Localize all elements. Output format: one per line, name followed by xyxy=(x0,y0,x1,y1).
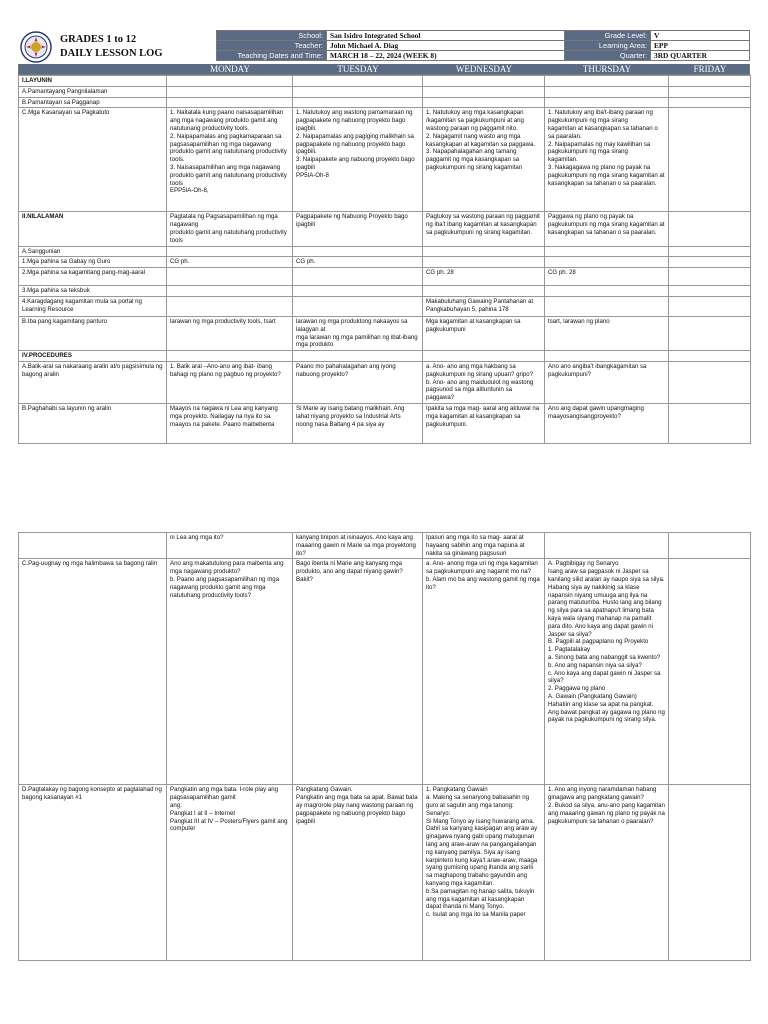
lesson-table-page-1 xyxy=(18,75,751,444)
lesson-log-page-1 xyxy=(18,30,750,444)
cell-friday xyxy=(669,246,751,257)
table-row xyxy=(19,533,751,559)
cell-thursday xyxy=(545,97,669,108)
cell-friday xyxy=(669,76,751,87)
cell-wednesday xyxy=(423,86,545,97)
grade-label: Grade Level: xyxy=(565,31,651,41)
cell-thursday xyxy=(545,533,669,559)
table-row xyxy=(19,97,751,108)
cell-wednesday xyxy=(423,76,545,87)
cell-tuesday xyxy=(293,351,423,362)
cell-friday xyxy=(669,316,751,350)
deped-seal-icon xyxy=(20,31,52,63)
cell-tuesday: 1. Natutukoy ang wastong pamamaraan ng pagpapakete ng nabuong proyekto bago ipagbili. 2. Naipapamalas ang pagiging malikhain sa pagpapakete ng nabuong proyekto bago ipagbili. 3. Naipapakete ang nabuong proyekto bago ipagbili PP5IA-Oh-8 xyxy=(293,108,423,212)
cell-wednesday: 1. Natutukoy ang mga kasangkapan /kagamitan sa pagkukumpuni at ang wastong paraan ng paggamit nito. 2. Nagagamit nang wasto ang mga kasangkapan at kagamitan sa paggawa. 3. Napapahalagahan ang tamang paggamit ng mga kasangkapan sa pagkukumpuni ng sirang kagamitan xyxy=(423,108,545,212)
cell-thursday xyxy=(545,86,669,97)
table-row xyxy=(19,108,751,212)
cell-wednesday: Ipasuri ang mga ito sa mag- aaral at hayaang sabihin ang mga napuna at nakita sa ginawang pagsusuri xyxy=(423,533,545,559)
cell-tuesday: kanyang tinipon at isinaayos. Ano kaya ang maaaring gawin ni Marie sa mga proyektong ito? xyxy=(293,533,423,559)
table-row xyxy=(19,316,751,350)
cell-tuesday: Si Marie ay isang batang malikhain. Ang lahat niyang proyekto sa Industrial Arts noong nasa Baitang 4 pa siya ay xyxy=(293,403,423,443)
cell-wednesday xyxy=(423,97,545,108)
dates-value: MARCH 18 – 22, 2024 (WEEK 8) xyxy=(327,51,565,61)
cell-wednesday xyxy=(423,351,545,362)
teacher-value: John Michael A. Diag xyxy=(327,41,565,51)
cell-thursday: A. Pagbibigay ng Senaryo Isang araw sa pagpasok ni Jasper sa kanilang silid aralan ay naupo siya sa silya. Habang siya ay nakikinig sa klase napansin niyang umuuga ang ilya na parang matutumba. Husto lang ang bilang ng silya para sa apatnapu't limang bata kaya wala siyang mahanap na pamalit para dito. Ano kaya ang dapat gawin ni Jasper sa silya? B. Pagpili at pagpaplano ng Proyekto 1. Pagtatalakay a. Sinong bata ang nabanggit sa kwento? b. Ano ang napansin niya sa silya? c. Ano kaya ang dapat gawin ni Jasper sa silya? 2. Paggawa ng plano A. Gawain (Pangkatang Gawain) Hahatiin ang klase sa apat na pangkat. Ang bawat pangkat ay gagawa ng plano ng payak na pagkukumpuni ng sirang silya. xyxy=(545,559,669,785)
cell-wednesday: Pagtukoy sa wastong paraan ng paggamit ng iba't ibang kagamitan at kasangkapan sa pagkukumpuni ng sirang kagamitan. xyxy=(423,212,545,246)
cell-friday xyxy=(669,533,751,559)
cell-monday: CG ph. xyxy=(167,257,293,268)
table-row xyxy=(19,246,751,257)
table-row xyxy=(19,403,751,443)
row-label: II.NILALAMAN xyxy=(19,212,167,246)
row-label: B.Iba pang kagamitang panturo xyxy=(19,316,167,350)
header xyxy=(18,30,750,64)
cell-monday: Pagtatala ng Pagsasapamilihan ng mga nagawang produkto gamit ang natutuhang productivity tools xyxy=(167,212,293,246)
row-label: 2.Mga pahina sa kagamitang pang-mag-aaral xyxy=(19,268,167,286)
row-label xyxy=(19,533,167,559)
table-row xyxy=(19,296,751,316)
cell-monday xyxy=(167,97,293,108)
cell-wednesday: Mga kagamitan at kasangkapan sa pagkukumpuni xyxy=(423,316,545,350)
day-header-bar xyxy=(18,64,750,75)
cell-friday xyxy=(669,785,751,961)
row-label: 1.Mga pahina sa Gabay ng Guro xyxy=(19,257,167,268)
row-label: D.Pagtalakay ng bagong konsepto at paglalahad ng bagong kasanayan #1 xyxy=(19,785,167,961)
row-label: I.LAYUNIN xyxy=(19,76,167,87)
cell-friday xyxy=(669,361,751,403)
row-label: A.Sanggunian xyxy=(19,246,167,257)
dates-label: Teaching Dates and Time: xyxy=(217,51,327,61)
table-row xyxy=(19,76,751,87)
cell-thursday xyxy=(545,246,669,257)
cell-thursday: Ano ano angiba't ibangkagamitan sa pagkukumpuni? xyxy=(545,361,669,403)
cell-friday xyxy=(669,286,751,297)
cell-thursday xyxy=(545,296,669,316)
cell-tuesday: Pangkatang Gawain. Pangkatin ang mga bata sa apat. Bawat bata ay magrorole play nang wastong paraan ng pagpapakete ng nabuong proyekto bago ipagbili xyxy=(293,785,423,961)
cell-monday xyxy=(167,246,293,257)
cell-monday: 1. Naitatala kung paano naisasapamilihan ang mga nagawang produkto gamit ang natutunang productivity tools. 2. Naipapamalas ang pagkamaparaan sa pagsasapamilihan ng mga nagawang produkto gamit ang natutunang productivity tools. 3. Naisasapamilihan ang mga nagawang produkto gamit ang natutunang productivity tools EPP5IA-Oh-8, xyxy=(167,108,293,212)
school-value: San Isidro Integrated School xyxy=(327,31,565,41)
cell-wednesday: Ipakita sa mga mag- aaral ang aktuwal na mga kagamitan at kasangkapan sa pagkukumpuni. xyxy=(423,403,545,443)
cell-wednesday xyxy=(423,286,545,297)
cell-monday: larawan ng mga productivity tools, tsart xyxy=(167,316,293,350)
day-tuesday: TUESDAY xyxy=(337,64,379,74)
row-label: B.Pamantayan sa Pagganap xyxy=(19,97,167,108)
day-thursday: THURSDAY xyxy=(582,64,632,74)
cell-thursday: Paggawa ng plano ng payak na pagkukumpuni ng mga sirang kagamitan at kasangkapan sa tahanan o sa paaralan. xyxy=(545,212,669,246)
title-line-2: DAILY LESSON LOG xyxy=(60,48,163,59)
area-label: Learning Area: xyxy=(565,41,651,51)
cell-tuesday: CG ph. xyxy=(293,257,423,268)
row-label: A.Pamantayang Pangnilalaman xyxy=(19,86,167,97)
cell-friday xyxy=(669,403,751,443)
cell-tuesday xyxy=(293,76,423,87)
cell-tuesday xyxy=(293,86,423,97)
quarter-value: 3RD QUARTER xyxy=(651,51,750,61)
quarter-label: Quarter: xyxy=(565,51,651,61)
cell-wednesday: Makabuluhang Gawaing Pantahanan at Pangkabuhayan 5, pahina 178 xyxy=(423,296,545,316)
cell-tuesday: larawan ng mga produktong nakaayos sa lalagyan at mga larawan ng mga pamilihan ng ibat-ibang mga produkto xyxy=(293,316,423,350)
cell-friday xyxy=(669,108,751,212)
table-row xyxy=(19,86,751,97)
cell-thursday: 1. Natutukoy ang iba't-ibang paraan ng pagkukumpuni ng mga sirang kagamitan at kasangkapan sa tahanan o sa paaralan. 2. Naipapamalas ng may kawilihan sa pagkukumpuni ng mga sirang kagamitan. 3. Nakagagawa ng plano ng payak na pagkukumpuni ng mga sirang kagamitan at kasangkapan sa tahanan o sa paaralan. xyxy=(545,108,669,212)
cell-monday xyxy=(167,296,293,316)
row-label: C.Mga Kasanayan sa Pagkatuto xyxy=(19,108,167,212)
cell-thursday: Ano ang dapat gawin upangmaging maayosangisangproyekto? xyxy=(545,403,669,443)
header-info-table xyxy=(216,30,750,61)
day-monday: MONDAY xyxy=(210,64,250,74)
table-row xyxy=(19,286,751,297)
cell-friday xyxy=(669,351,751,362)
area-value: EPP xyxy=(651,41,750,51)
cell-tuesday xyxy=(293,97,423,108)
row-label: B.Paghahabi sa layunin ng aralin xyxy=(19,403,167,443)
cell-monday: 1. Balik aral –Ano-ano ang ibat- ibang bahagi ng plano ng pagbuo ng proyekto? xyxy=(167,361,293,403)
cell-thursday: CG ph. 28 xyxy=(545,268,669,286)
cell-tuesday xyxy=(293,268,423,286)
row-label: A.Balik-aral sa nakaraang aralin at/o pagsisimula ng bagong aralin xyxy=(19,361,167,403)
cell-tuesday: Pagpapakete ng Nabuong Proyekto bago ipagbili xyxy=(293,212,423,246)
cell-wednesday xyxy=(423,257,545,268)
row-label: 3.Mga pahina sa teksbuk xyxy=(19,286,167,297)
table-row xyxy=(19,257,751,268)
row-label: 4.Karagdagang kagamitan mula sa portal ng Learning Resource xyxy=(19,296,167,316)
cell-tuesday xyxy=(293,286,423,297)
grade-value: V xyxy=(651,31,750,41)
lesson-log-page-2 xyxy=(18,532,750,961)
day-header-blank xyxy=(19,64,167,75)
day-wednesday: WEDNESDAY xyxy=(455,64,513,74)
teacher-label: Teacher: xyxy=(217,41,327,51)
cell-friday xyxy=(669,559,751,785)
cell-monday xyxy=(167,86,293,97)
cell-monday: Maayos na nagawa ni Lea ang kanyang mga proyekto. Nailagay na nya ito sa maayos na pakete. Paano maibebenta xyxy=(167,403,293,443)
form-title xyxy=(60,33,163,61)
cell-wednesday: a. Ano- anong mga uri ng mga kagamitan sa pagkukumpuni ang nagamit mo na? b. Alam mo ba ang wastong gamit ng mga ito? xyxy=(423,559,545,785)
cell-wednesday: a. Ano- ano ang mga hakbang sa pagkukumpuni ng sirang upuan? gripo? b. Ano- ano ang maidudulot ng wastong pagsunod sa mga alituntunin sa paggawa? xyxy=(423,361,545,403)
cell-friday xyxy=(669,296,751,316)
cell-monday: ni Lea ang mga ito? xyxy=(167,533,293,559)
cell-tuesday: Bago ibenta ni Marie ang kanyang mga produkto, ano ang dapat niyang gawin? Bakit? xyxy=(293,559,423,785)
table-row xyxy=(19,268,751,286)
table-row xyxy=(19,212,751,246)
cell-friday xyxy=(669,257,751,268)
cell-wednesday xyxy=(423,246,545,257)
cell-thursday xyxy=(545,351,669,362)
table-row xyxy=(19,351,751,362)
title-line-1: GRADES 1 to 12 xyxy=(60,34,137,45)
cell-wednesday: 1. Pangkatang Gawain a. Making sa senaryong babasahin ng guro at sagutin ang mga tanong: Senaryo: Si Mang Tonyo ay isang huwarang ama. Dahil sa kanyang kasipagan ang araw ay ginagawa nyang gabi upang matugunan lang ang araw-araw na pangangailangan ng kanyang pamilya. Siya ay isang karpintero kung kaya't araw-araw, maaga syang gumising upang ihanda ang sarili sa maghapong trabaho gayundin ang kanyang mga kagamitan. b.Sa pamagitan ng hanap salita, tukuyin ang mga kagamitan at kasangkapan dapat ihanda ni Mang Tonyo. c. Isulat ang mga ito sa Manila paper xyxy=(423,785,545,961)
table-row xyxy=(19,361,751,403)
cell-monday xyxy=(167,286,293,297)
row-label: C.Pag-uugnay ng mga halimbawa sa bagong ralin xyxy=(19,559,167,785)
cell-wednesday: CG ph. 28 xyxy=(423,268,545,286)
cell-friday xyxy=(669,268,751,286)
cell-monday: Ano ang makatutulong para maibenta ang mga nagawang produkto? b. Paano ang pagsasapamilihan ng mga nagawang produkto gamit ang mga natutuhang productivity tools? xyxy=(167,559,293,785)
cell-monday: Pangkatin ang mga bata. I-role play ang pagsasapamilihan gamit ang: Pangkat I at II – Internet Pangkat III at IV – Posters/Flyers gamit ang computer xyxy=(167,785,293,961)
cell-thursday xyxy=(545,257,669,268)
cell-thursday: tsart, larawan ng plano xyxy=(545,316,669,350)
cell-monday xyxy=(167,76,293,87)
cell-thursday xyxy=(545,286,669,297)
cell-thursday: 1. Ano ang inyong naramdaman habang ginagawa ang pangkatang gawain? 2. Bukod sa silya, anu-ano pang kagamitan ang maaaring gawan ng plano ng payak na pagkukumpuni sa tahanan o paaralan? xyxy=(545,785,669,961)
cell-tuesday: Paano mo pahahalagahan ang iyong nabuong proyekto? xyxy=(293,361,423,403)
day-friday: FRIDAY xyxy=(693,64,727,74)
cell-friday xyxy=(669,212,751,246)
row-label: IV.PROCEDURES xyxy=(19,351,167,362)
cell-monday xyxy=(167,268,293,286)
cell-friday xyxy=(669,86,751,97)
school-label: School: xyxy=(217,31,327,41)
cell-monday xyxy=(167,351,293,362)
cell-thursday xyxy=(545,76,669,87)
cell-tuesday xyxy=(293,246,423,257)
cell-friday xyxy=(669,97,751,108)
lesson-table-page-2 xyxy=(18,532,751,961)
cell-tuesday xyxy=(293,296,423,316)
table-row xyxy=(19,559,751,785)
table-row xyxy=(19,785,751,961)
